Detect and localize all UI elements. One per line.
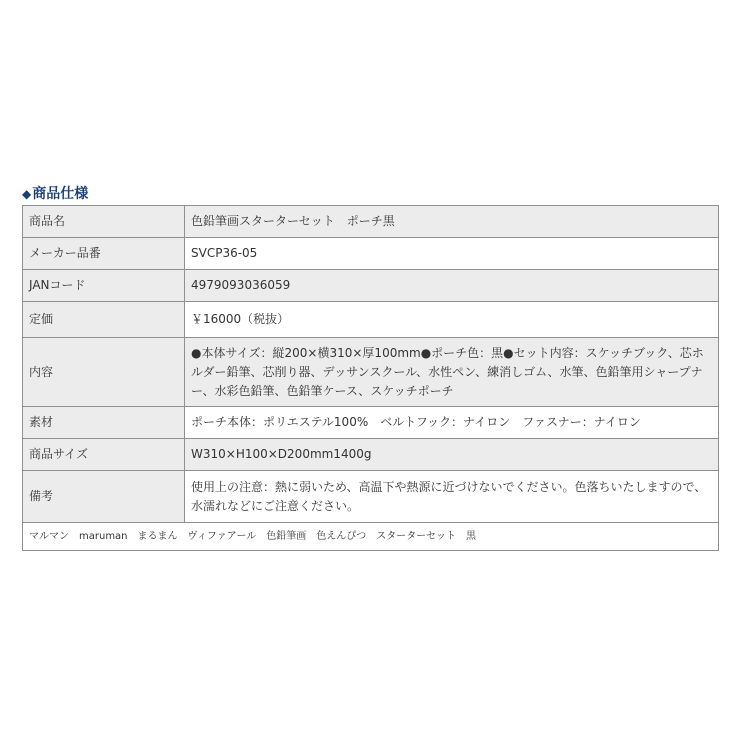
spec-value: W310×H100×D200mm1400g (185, 439, 719, 471)
spec-value: 色鉛筆画スターターセット ポーチ黒 (185, 206, 719, 238)
spec-label: 素材 (23, 407, 185, 439)
spec-row-product-size (23, 439, 719, 471)
spec-label: 内容 (23, 338, 185, 407)
keywords-text: マルマン maruman まるまん ヴィファアール 色鉛筆画 色えんぴつ スターターセット 黒 (23, 523, 719, 551)
spec-row-maker-code (23, 238, 719, 270)
spec-value: ポーチ本体：ポリエステル100% ベルトフック：ナイロン ファスナー：ナイロン (185, 407, 719, 439)
spec-row-notes (23, 471, 719, 523)
diamond-icon: ◆ (22, 187, 32, 201)
section-title: 商品仕様 (32, 186, 89, 202)
spec-row-jan-code (23, 270, 719, 302)
spec-label: 定価 (23, 302, 185, 338)
keywords-row (23, 523, 719, 551)
spec-label: メーカー品番 (23, 238, 185, 270)
spec-label: 商品名 (23, 206, 185, 238)
spec-table (22, 205, 719, 551)
spec-row-list-price (23, 302, 719, 338)
spec-row-material (23, 407, 719, 439)
spec-value: ￥16000（税抜） (185, 302, 719, 338)
spec-value: 4979093036059 (185, 270, 719, 302)
spec-label: 備考 (23, 471, 185, 523)
spec-label: JANコード (23, 270, 185, 302)
spec-value: ●本体サイズ：縦200×横310×厚100mm●ポーチ色：黒●セット内容：スケッチブック、芯ホルダー鉛筆、芯削り器、デッサンスクール、水性ペン、練消しゴム、水筆、色鉛筆用シャープナー、水彩色鉛筆、色鉛筆ケース、スケッチポーチ (185, 338, 719, 407)
spec-value: SVCP36-05 (185, 238, 719, 270)
spec-row-product-name (23, 206, 719, 238)
section-heading (22, 184, 88, 204)
spec-value: 使用上の注意：熱に弱いため、高温下や熱源に近づけないでください。色落ちいたしますので、水濡れなどにご注意ください。 (185, 471, 719, 523)
spec-label: 商品サイズ (23, 439, 185, 471)
spec-row-contents (23, 338, 719, 407)
